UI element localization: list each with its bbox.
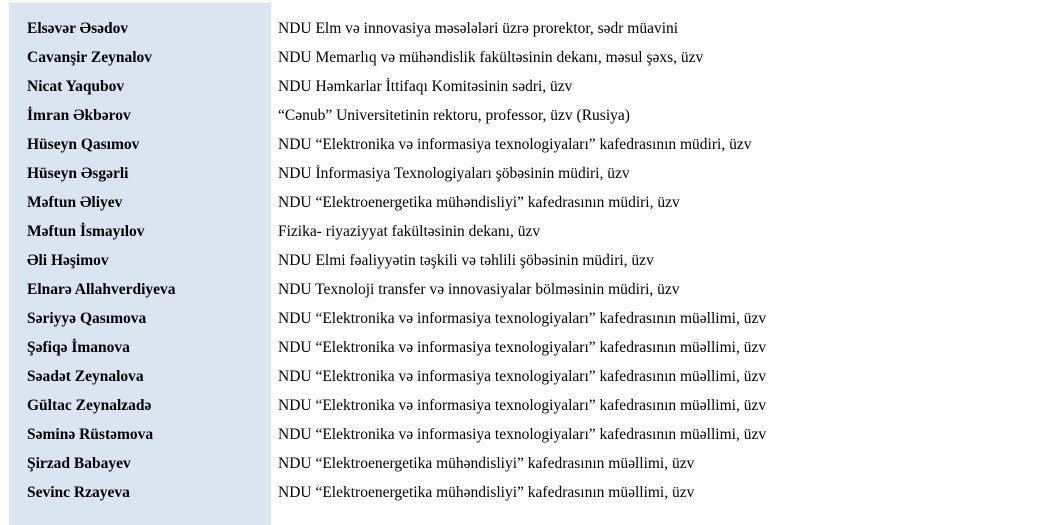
member-role: NDU Həmkarlar İttifaqı Komitəsinin sədri, üzv — [278, 78, 573, 95]
member-name: Hüseyn Qasımov — [27, 136, 140, 153]
table-row — [0, 304, 1048, 333]
member-name: Əli Həşimov — [27, 252, 109, 269]
table-row — [0, 333, 1048, 362]
table-row — [0, 188, 1048, 217]
member-role: NDU “Elektroenergetika mühəndisliyi” kafedrasının müdiri, üzv — [278, 194, 680, 211]
member-name: İmran Əkbərov — [27, 107, 131, 124]
member-name: Sevinc Rzayeva — [27, 484, 130, 501]
member-role: NDU “Elektronika və informasiya texnologiyaları” kafedrasının müəllimi, üzv — [278, 397, 767, 414]
table-row — [0, 420, 1048, 449]
member-role: NDU İnformasiya Texnologiyaları şöbəsinin müdiri, üzv — [278, 165, 630, 182]
member-name: Məftun Əliyev — [27, 194, 123, 211]
member-role: NDU “Elektronika və informasiya texnologiyaları” kafedrasının müəllimi, üzv — [278, 368, 767, 385]
table-row — [0, 391, 1048, 420]
member-role: NDU “Elektroenergetika mühəndisliyi” kafedrasının müəllimi, üzv — [278, 484, 695, 501]
member-name: Elsəvər Əsədov — [27, 20, 129, 37]
member-name: Şirzad Babayev — [27, 455, 131, 472]
table-row — [0, 246, 1048, 275]
member-role: NDU “Elektronika və informasiya texnologiyaları” kafedrasının müdiri, üzv — [278, 136, 752, 153]
member-name: Gültac Zeynalzadə — [27, 397, 152, 414]
member-role: NDU “Elektronika və informasiya texnologiyaları” kafedrasının müəllimi, üzv — [278, 310, 767, 327]
member-role: NDU Texnoloji transfer və innovasiyalar bölməsinin müdiri, üzv — [278, 281, 680, 298]
member-role: NDU Memarlıq və mühəndislik fakültəsinin dekanı, məsul şəxs, üzv — [278, 49, 704, 66]
member-name: Səriyyə Qasımova — [27, 310, 147, 327]
member-name: Məftun İsmayılov — [27, 223, 145, 240]
member-name: Səadət Zeynalova — [27, 368, 144, 385]
member-role: Fizika- riyaziyyat fakültəsinin dekanı, üzv — [278, 223, 541, 240]
table-row — [0, 14, 1048, 43]
table-row — [0, 101, 1048, 130]
member-name: Elnarə Allahverdiyeva — [27, 281, 176, 298]
member-name: Cavanşir Zeynalov — [27, 49, 153, 66]
member-role: NDU “Elektronika və informasiya texnologiyaları” kafedrasının müəllimi, üzv — [278, 426, 767, 443]
table-row — [0, 159, 1048, 188]
member-role: NDU Elmi fəaliyyətin təşkili və təhlili şöbəsinin müdiri, üzv — [278, 252, 654, 269]
table-row — [0, 217, 1048, 246]
table-row — [0, 72, 1048, 101]
table-row — [0, 362, 1048, 391]
member-role: NDU “Elektronika və informasiya texnologiyaları” kafedrasının müəllimi, üzv — [278, 339, 767, 356]
table-row — [0, 275, 1048, 304]
member-name: Səminə Rüstəmova — [27, 426, 154, 443]
member-name: Şəfiqə İmanova — [27, 339, 130, 356]
table-row — [0, 449, 1048, 478]
table-row — [0, 478, 1048, 507]
member-name: Hüseyn Əsgərli — [27, 165, 129, 182]
member-role: “Cənub” Universitetinin rektoru, professor, üzv (Rusiya) — [278, 107, 630, 124]
member-role: NDU “Elektroenergetika mühəndisliyi” kafedrasının müəllimi, üzv — [278, 455, 695, 472]
committee-member-table — [0, 14, 1048, 507]
table-row — [0, 43, 1048, 72]
member-role: NDU Elm və innovasiya məsələləri üzrə prorektor, sədr müavini — [278, 20, 679, 37]
table-row — [0, 130, 1048, 159]
member-name: Nicat Yaqubov — [27, 78, 125, 95]
